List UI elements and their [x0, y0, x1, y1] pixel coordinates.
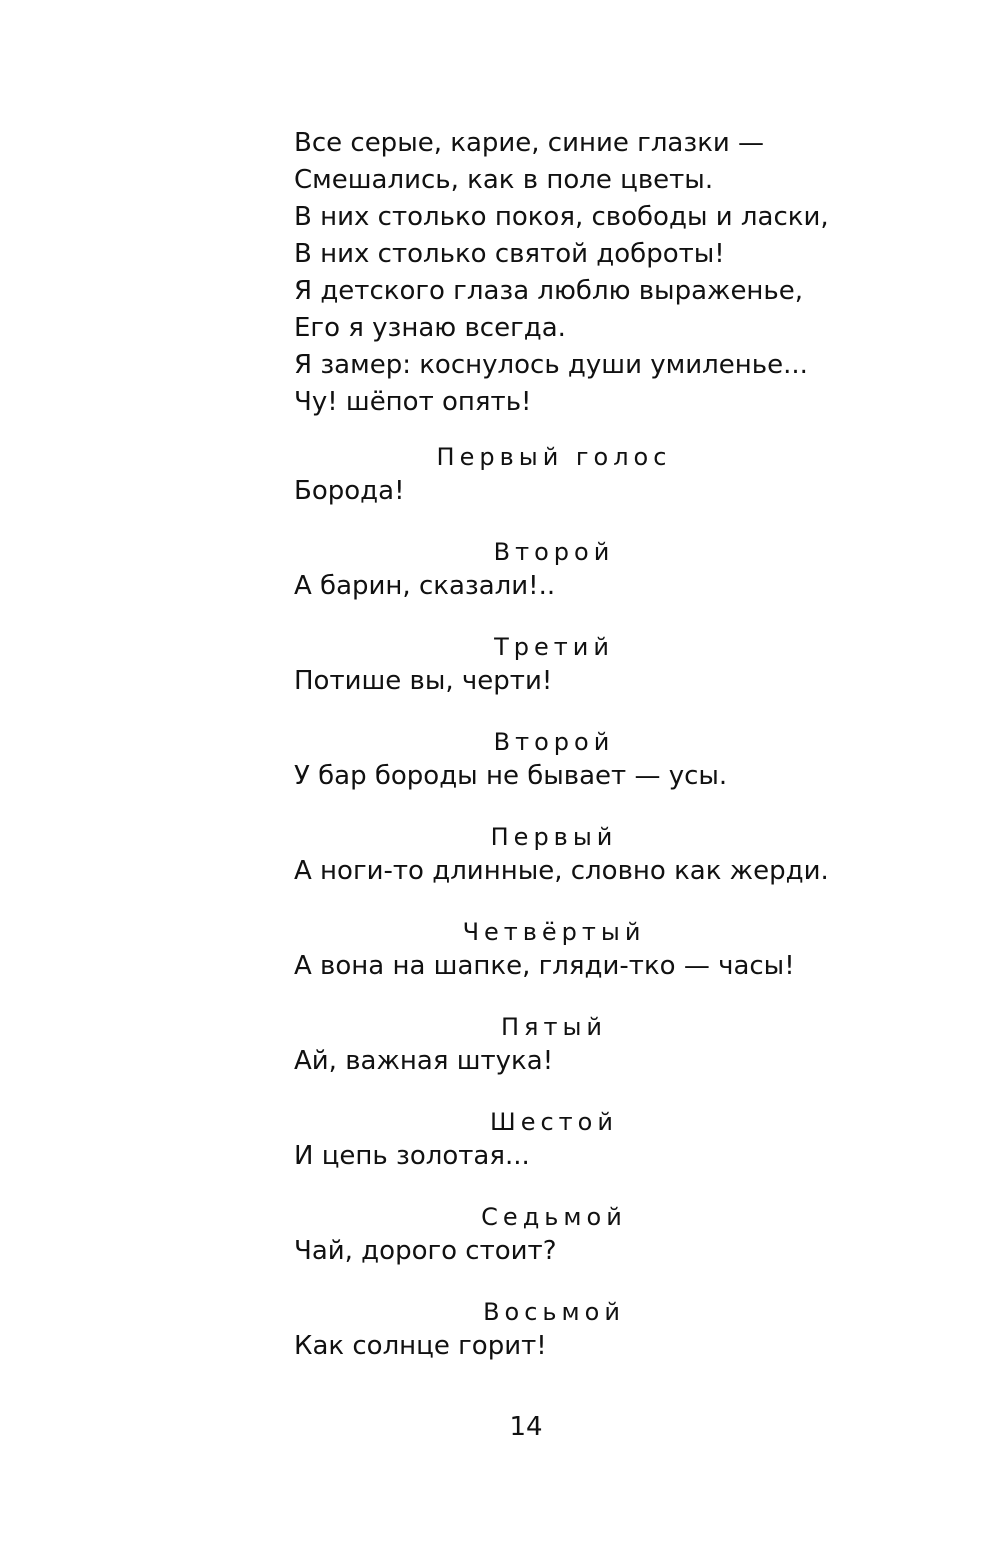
speaker-name: Первый голос	[436, 443, 672, 471]
poem-line: Смешались, как в поле цветы.	[294, 165, 714, 195]
speaker-name: Шестой	[490, 1108, 618, 1136]
speaker-name: Седьмой	[481, 1203, 627, 1231]
dialogue-block	[294, 1010, 854, 1078]
dialogue-block	[294, 535, 854, 603]
page-number: 14	[509, 1412, 543, 1442]
poem-line: В них столько покоя, свободы и ласки,	[294, 202, 829, 232]
speaker-line: А барин, сказали!..	[294, 571, 556, 601]
speaker-name: Первый	[490, 823, 618, 851]
speaker-line: У бар бороды не бывает — усы.	[294, 761, 728, 791]
speaker-name: Пятый	[500, 1013, 607, 1041]
dialogue-section	[294, 440, 854, 1390]
dialogue-block	[294, 1105, 854, 1173]
speaker-line: А ноги-то длинные, словно как жерди.	[294, 856, 829, 886]
dialogue-block	[294, 1295, 854, 1363]
poem-line: В них столько святой доброты!	[294, 239, 725, 269]
poem-stanza	[294, 125, 854, 421]
dialogue-block	[294, 440, 854, 508]
poem-line: Я детского глаза люблю выраженье,	[294, 276, 804, 306]
speaker-name: Третий	[494, 633, 614, 661]
dialogue-block	[294, 630, 854, 698]
speaker-line: Борода!	[294, 476, 405, 506]
speaker-line: Как солнце горит!	[294, 1331, 547, 1361]
dialogue-block	[294, 915, 854, 983]
dialogue-block	[294, 725, 854, 793]
speaker-line: Ай, важная штука!	[294, 1046, 554, 1076]
speaker-line: Потише вы, черти!	[294, 666, 553, 696]
speaker-name: Второй	[493, 728, 615, 756]
dialogue-block	[294, 820, 854, 888]
speaker-line: И цепь золотая...	[294, 1141, 530, 1171]
speaker-line: Чай, дорого стоит?	[294, 1236, 557, 1266]
speaker-line: А вона на шапке, гляди-тко — часы!	[294, 951, 795, 981]
poem-line: Я замер: коснулось души умиленье...	[294, 350, 808, 380]
poem-line: Его я узнаю всегда.	[294, 313, 566, 343]
poem-line: Все серые, карие, синие глазки —	[294, 128, 765, 158]
dialogue-block	[294, 1200, 854, 1268]
speaker-name: Второй	[493, 538, 615, 566]
speaker-name: Четвёртый	[462, 918, 646, 946]
speaker-name: Восьмой	[483, 1298, 625, 1326]
poem-line: Чу! шёпот опять!	[294, 387, 532, 417]
